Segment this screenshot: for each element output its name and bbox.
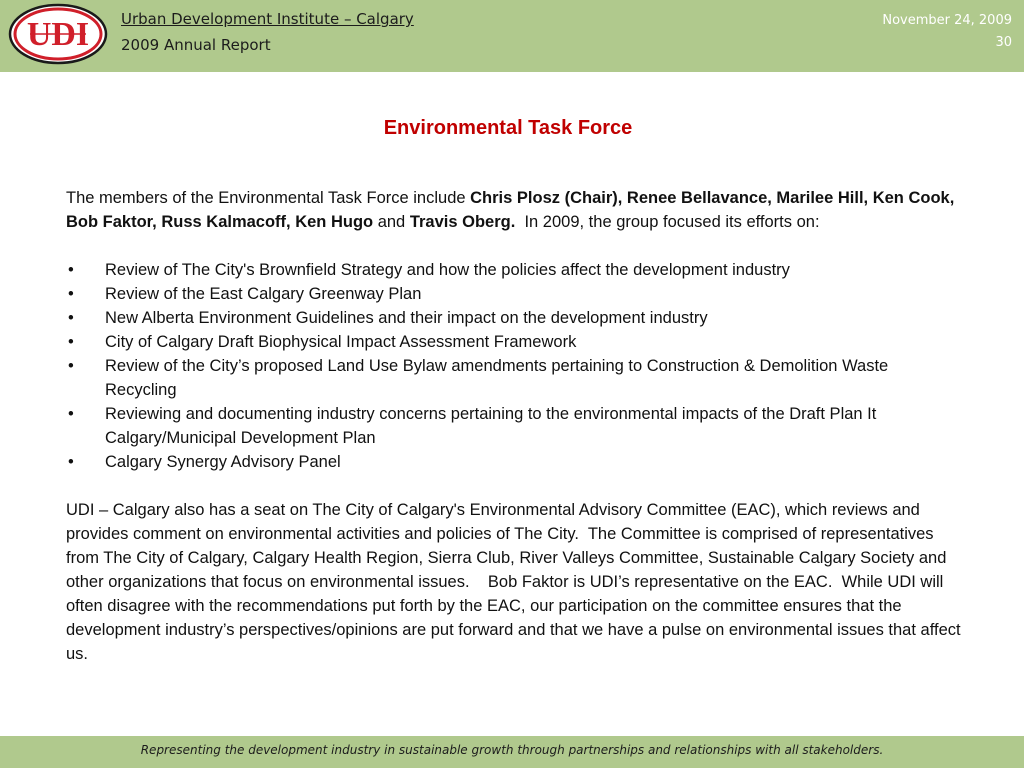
footer-bar [0,736,1024,768]
list-item [66,258,962,282]
list-item [66,306,962,330]
list-item-text: Review of The City's Brownfield Strategy and how the policies affect the development industry [105,261,790,279]
closing-paragraph: UDI – Calgary also has a seat on The City of Calgary's Environmental Advisory Committee (EAC), which reviews and provides comment on environmental activities and policies of The City. The Committee is comprised of representatives from The City of Calgary, Calgary Health Region, Sierra Club, River Valleys Committee, Sustainable Calgary Society and other organizations that focus on environmental issues. Bob Faktor is UDI’s representative on the EAC. While UDI will often disagree with the recommendations put forth by the EAC, our participation on the committee ensures that the development industry’s perspectives/opinions are put forward and that we have a pulse on environmental issues that affect us. [66,501,966,663]
list-item [66,354,962,402]
intro-and: and [373,213,410,231]
intro-lead: The members of the Environmental Task Force include [66,189,471,207]
udi-logo [8,3,108,65]
bullet-icon: • [68,405,74,423]
bullet-icon: • [68,453,74,471]
intro-last-member: Travis Oberg. [409,213,516,231]
header-bar [0,0,1024,72]
list-item-text: City of Calgary Draft Biophysical Impact Assessment Framework [105,333,577,351]
bullet-icon: • [68,333,74,351]
list-item-text: Review of the City’s proposed Land Use Bylaw amendments pertaining to Construction & Demolition Waste Recycling [105,357,889,399]
page-title: Environmental Task Force [383,117,633,139]
body-content [66,186,966,666]
footer-tagline: Representing the development industry in sustainable growth through partnerships and relationships with all stakeholders. [140,743,884,757]
focus-list [66,258,962,474]
list-item [66,450,962,474]
intro-paragraph [66,186,962,234]
page-number: 30 [995,35,1012,50]
bullet-icon: • [68,357,74,375]
list-item [66,330,962,354]
list-item [66,402,962,450]
list-item [66,282,962,306]
report-name: 2009 Annual Report [121,36,271,54]
list-item-text: New Alberta Environment Guidelines and their impact on the development industry [105,309,708,327]
bullet-icon: • [68,285,74,303]
intro-members: Chris Plosz (Chair), Renee Bellavance, Marilee Hill, Ken Cook, Bob Faktor, Russ Kalmacoff, Ken Hugo [66,189,955,231]
org-name: Urban Development Institute – Calgary [121,10,414,28]
list-item-text: Review of the East Calgary Greenway Plan [105,285,422,303]
list-item-text: Calgary Synergy Advisory Panel [105,453,341,471]
report-date: November 24, 2009 [882,13,1012,28]
list-item-text: Reviewing and documenting industry concerns pertaining to the environmental impacts of the Draft Plan It Calgary/Municipal Development Plan [105,405,877,447]
bullet-icon: • [68,261,74,279]
bullet-icon: • [68,309,74,327]
intro-tail: In 2009, the group focused its efforts on: [515,213,820,231]
logo-text: UDI [26,16,90,53]
